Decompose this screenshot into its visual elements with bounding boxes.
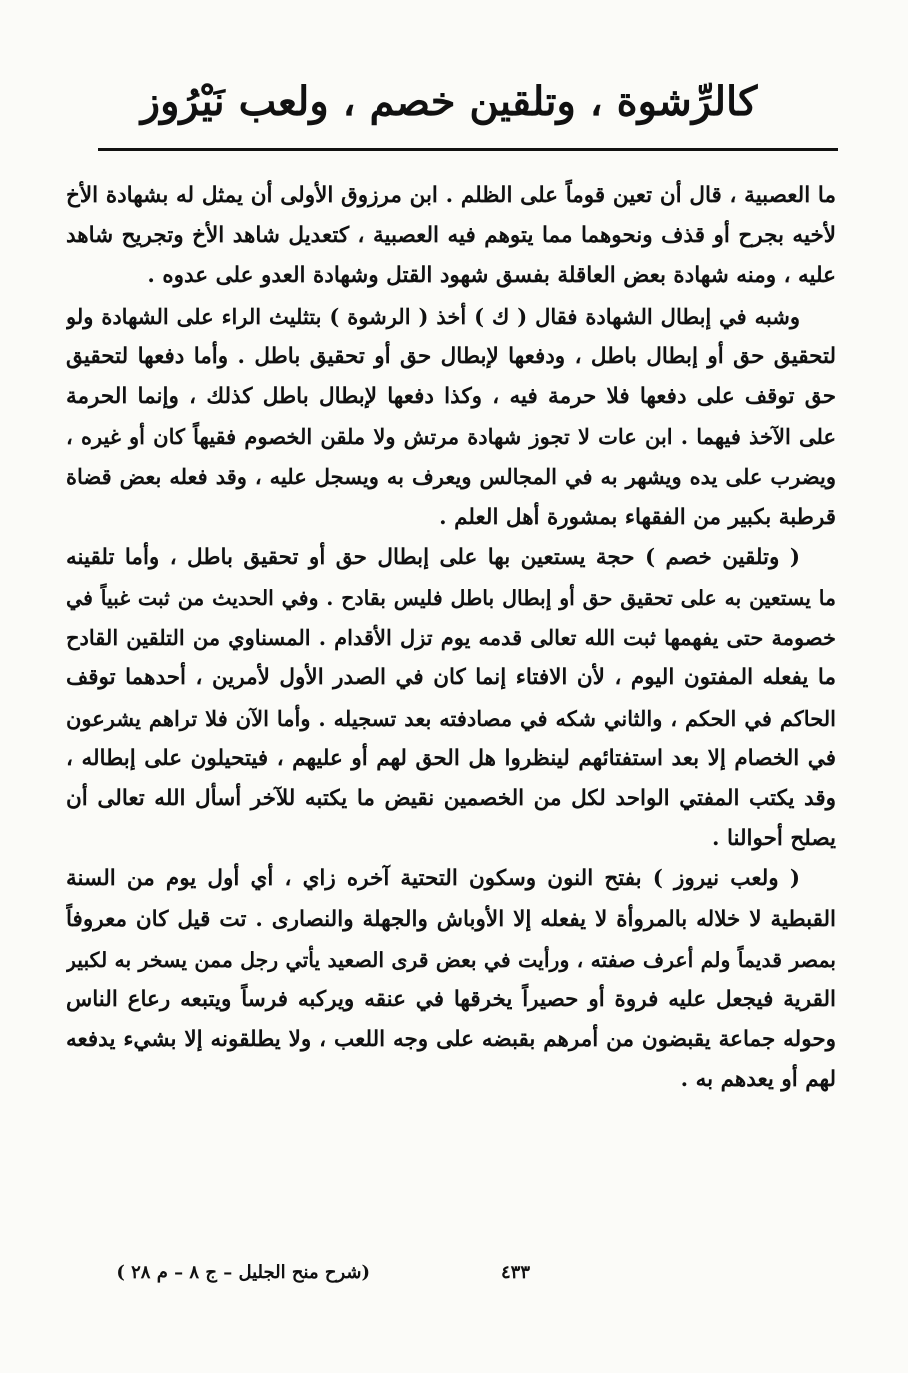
text-line: قرطبة بكبير من الفقهاء بمشورة أهل العلم . xyxy=(439,504,836,530)
text-line: لأخيه بجرح أو قذف ونحوهما مما يتوهم فيه العصبية ، كتعديل شاهد الأخ وتجريح شاهد xyxy=(66,223,836,249)
text-line: الحاكم في الحكم ، والثاني شكه في مصادفته بعد تسجيله . وأما الآن فلا تراهم يشرعون xyxy=(66,705,836,731)
main-text xyxy=(66,176,836,1101)
text-line: لتحقيق حق أو إبطال باطل ، ودفعها لإبطال حق أو تحقيق باطل . وأما دفعها لتحقيق xyxy=(66,343,836,369)
text-line: بمصر قديماً ولم أعرف صفته ، ورأيت في بعض قرى الصعيد يأتي رجل ممن يسخر به لكبير xyxy=(66,947,836,972)
text-line: عليه ، ومنه شهادة بعض العاقلة بفسق شهود القتل وشهادة العدو على عدوه . xyxy=(147,263,836,289)
text-line: ( وتلقين خصم ) حجة يستعين بها على إبطال حق أو تحقيق باطل ، وأما تلقينه xyxy=(66,544,800,570)
text-line: وقد يكتب المفتي الواحد لكل من الخصمين نقيض ما يكتبه للآخر أسأل الله تعالى أن xyxy=(66,786,836,812)
text-line: يصلح أحوالنا . xyxy=(711,826,836,852)
text-line: ما العصبية ، قال أن تعين قوماً على الظلم . ابن مرزوق الأولى أن يمثل له بشهادة الأخ xyxy=(66,183,836,208)
text-line: ويضرب على يده ويشهر به في المجالس ويعرف به ويسجل عليه ، وقد فعله بعض قضاة xyxy=(66,464,836,490)
text-line: لهم أو يعدهم به . xyxy=(680,1067,836,1093)
text-line: ما يفعله المفتون اليوم ، لأن الافتاء إنما كان في الصدر الأول لأمرين ، أحدهما توقف xyxy=(66,665,836,691)
text-line: في الخصام إلا بعد استفتائهم لينظروا هل الحق لهم أو عليهم ، فيتحيلون على إبطاله ، xyxy=(66,745,836,771)
footer-source-reference: (شرح منح الجليل – ج ٨ – م ٢٨ ) xyxy=(116,1262,370,1283)
text-line: ( ولعب نيروز ) بفتح النون وسكون التحتية آخره زاي ، أي أول يوم من السنة xyxy=(66,866,800,892)
running-header-title: كالرِّشوة ، وتلقين خصم ، ولعب نَيْرُوز xyxy=(140,78,758,125)
text-line: ما يستعين به على تحقيق حق أو إبطال باطل فليس بقادح . وفي الحديث من ثبت غبياً في xyxy=(66,586,836,611)
text-line: القبطية لا خلاله بالمروأة لا يفعله إلا الأوباش والجهلة والنصارى . تت قيل كان معروفاً xyxy=(66,906,836,932)
text-line: وشبه في إبطال الشهادة فقال ( ك ) أخذ ( الرشوة ) بتثليث الراء على الشهادة ولو xyxy=(66,303,800,329)
text-line: وحوله جماعة يقبضون من أمرهم بقبضه على وجه اللعب ، ولا يطلقونه إلا بشيء يدفعه xyxy=(66,1027,836,1053)
text-line: على الآخذ فيهما . ابن عات لا تجوز شهادة مرتش ولا ملقن الخصوم فقيهاً كان أو غيره ، xyxy=(66,424,836,450)
text-line: القرية فيجعل عليه فروة أو حصيراً يخرقها في عنقه ويركبه فرساً ويتبعه رعاع الناس xyxy=(66,987,836,1013)
text-line: حق توقف على دفعها فلا حرمة فيه ، وكذا دفعها لإبطال باطل كذلك ، وإنما الحرمة xyxy=(66,384,836,410)
page-footer xyxy=(60,1262,840,1292)
header-divider xyxy=(98,148,838,151)
text-line: خصومة حتى يفهمها ثبت الله تعالى قدمه يوم تزل الأقدام . المسناوي من التلقين القادح xyxy=(66,625,836,651)
page-number: ٤٣٣ xyxy=(500,1262,530,1283)
